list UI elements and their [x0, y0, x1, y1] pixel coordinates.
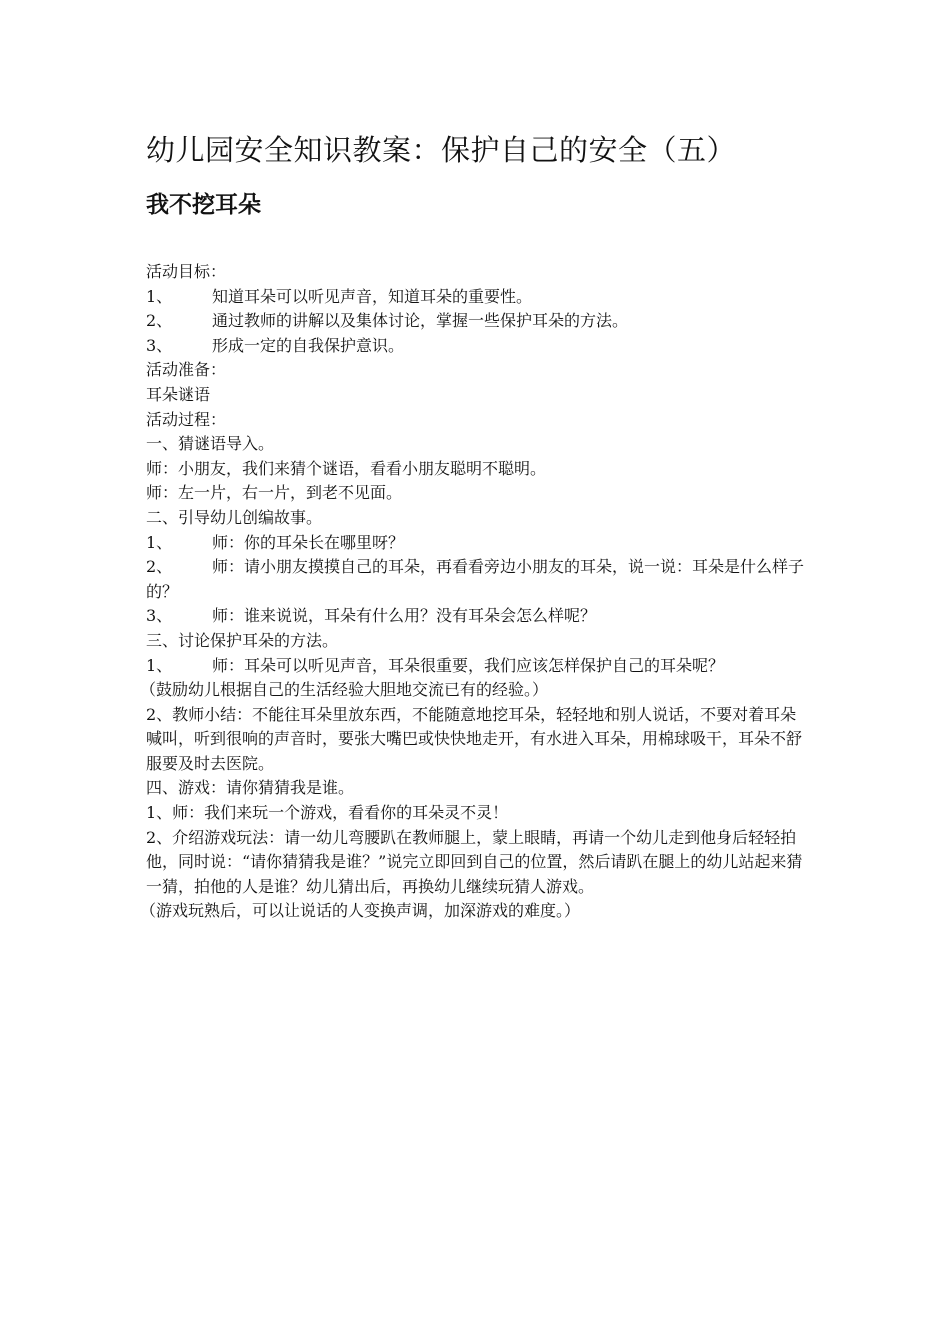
document-body — [140, 260, 811, 924]
step2-text: 师：你的耳朵长在哪里呀？ — [212, 532, 405, 552]
step2-number: 2、 — [146, 557, 173, 577]
step2-item — [146, 604, 811, 629]
goal-item — [146, 285, 811, 310]
step1-heading: 一、猜谜语导入。 — [146, 434, 275, 454]
step1-line: 师：小朋友，我们来猜个谜语，看看小朋友聪明不聪明。 — [146, 458, 547, 478]
prep-heading: 活动准备： — [146, 360, 227, 380]
goal-item — [146, 309, 811, 334]
step2-text: 师：请小朋友摸摸自己的耳朵，再看看旁边小朋友的耳朵，说一说：耳朵是什么样子的？ — [146, 557, 805, 601]
document-page — [140, 130, 811, 924]
goal-item — [146, 334, 811, 359]
step3-summary: 2、教师小结：不能往耳朵里放东西，不能随意地挖耳朵，轻轻地和别人说话，不要对着耳朵喊叫，听到很响的声音时，要张大嘴巴或快快地走开，有水进入耳朵，用棉球吸干，耳朵不舒服要及时去医院。 — [146, 704, 803, 773]
prep-item: 耳朵谜语 — [146, 384, 211, 404]
goal-text: 通过教师的讲解以及集体讨论，掌握一些保护耳朵的方法。 — [212, 311, 629, 331]
goal-text: 知道耳朵可以听见声音，知道耳朵的重要性。 — [212, 286, 533, 306]
step4-item: 1、师：我们来玩一个游戏，看看你的耳朵灵不灵！ — [146, 803, 509, 823]
process-heading: 活动过程： — [146, 409, 227, 429]
step4-heading: 四、游戏：请你猜猜我是谁。 — [146, 778, 355, 798]
step3-number: 1、 — [146, 655, 173, 675]
step4-note: （游戏玩熟后，可以让说话的人变换声调，加深游戏的难度。） — [140, 901, 581, 921]
step2-number: 1、 — [146, 532, 173, 552]
goal-number: 3、 — [146, 335, 173, 355]
document-title: 幼儿园安全知识教案：保护自己的安全（五） — [146, 133, 737, 167]
goal-number: 1、 — [146, 286, 173, 306]
goal-text: 形成一定的自我保护意识。 — [212, 335, 405, 355]
step3-heading: 三、讨论保护耳朵的方法。 — [146, 630, 339, 650]
document-subtitle: 我不挖耳朵 — [146, 192, 261, 218]
step3-text: 师：耳朵可以听见声音，耳朵很重要，我们应该怎样保护自己的耳朵呢？ — [212, 655, 725, 675]
step2-text: 师：谁来说说，耳朵有什么用？没有耳朵会怎么样呢？ — [212, 606, 597, 626]
step2-heading: 二、引导幼儿创编故事。 — [146, 507, 323, 527]
step2-item — [146, 555, 811, 604]
step3-item — [146, 654, 811, 679]
goals-heading: 活动目标： — [146, 262, 227, 281]
step3-note: （鼓励幼儿根据自己的生活经验大胆地交流已有的经验。） — [140, 680, 549, 700]
goal-number: 2、 — [146, 311, 173, 331]
step1-line: 师：左一片，右一片，到老不见面。 — [146, 483, 403, 503]
step2-number: 3、 — [146, 606, 173, 626]
step2-item — [146, 531, 811, 556]
step4-item: 2、介绍游戏玩法：请一幼儿弯腰趴在教师腿上，蒙上眼睛，再请一个幼儿走到他身后轻轻拍他，同时说：“请你猜猜我是谁？”说完立即回到自己的位置，然后请趴在腿上的幼儿站起来猜一猜，拍他的人是谁？幼儿猜出后，再换幼儿继续玩猜人游戏。 — [146, 827, 803, 896]
